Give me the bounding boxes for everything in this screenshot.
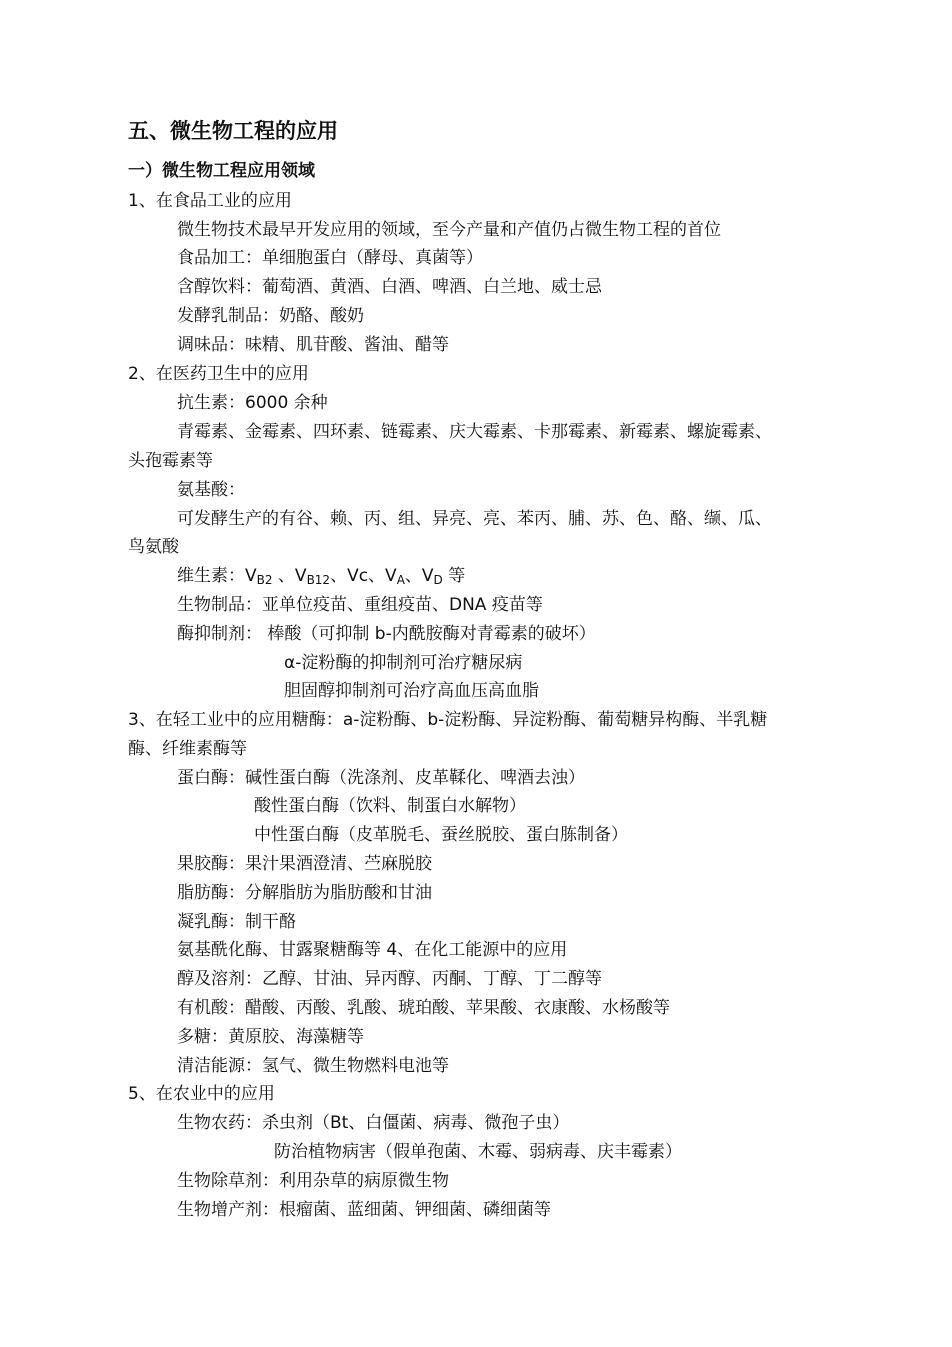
text-line: 抗生素：6000 余种 (177, 393, 328, 413)
text-line: 醇及溶剂：乙醇、甘油、异丙醇、丙酮、丁醇、丁二醇等 (177, 969, 602, 989)
text-line: 酸性蛋白酶（饮料、制蛋白水解物） (254, 796, 526, 816)
text-line: 酶抑制剂： 棒酸（可抑制 b-内酰胺酶对青霉素的破坏） (177, 624, 596, 644)
text-line: 多糖：黄原胶、海藻糖等 (177, 1027, 364, 1047)
text-line: 食品加工：单细胞蛋白（酵母、真菌等） (177, 248, 483, 268)
text-line: 调味品：味精、肌苷酸、酱油、醋等 (177, 335, 449, 355)
text-line: 有机酸：醋酸、丙酸、乳酸、琥珀酸、苹果酸、衣康酸、水杨酸等 (177, 998, 670, 1018)
text-line: 凝乳酶：制干酪 (177, 912, 296, 932)
text-line: 中性蛋白酶（皮革脱毛、蚕丝脱胶、蛋白胨制备） (254, 825, 628, 845)
text-line: 2、在医药卫生中的应用 (128, 364, 309, 384)
text-line: 含醇饮料：葡萄酒、黄酒、白酒、啤酒、白兰地、威士忌 (177, 277, 602, 297)
text-line: 头孢霉素等 (128, 451, 213, 471)
text-line: 清洁能源：氢气、微生物燃料电池等 (177, 1056, 449, 1076)
text-line: 微生物技术最早开发应用的领域，至今产量和产值仍占微生物工程的首位 (177, 220, 721, 240)
text-line: 氨基酰化酶、甘露聚糖酶等 4、在化工能源中的应用 (177, 940, 568, 960)
text-line: 可发酵生产的有谷、赖、丙、组、异亮、亮、苯丙、脯、苏、色、酪、缬、瓜、 (177, 509, 772, 529)
text-line: 1、在食品工业的应用 (128, 191, 292, 211)
text-line: 3、在轻工业中的应用糖酶：a-淀粉酶、b-淀粉酶、异淀粉酶、葡萄糖异构酶、半乳糖 (128, 710, 768, 730)
section-heading: 一）微生物工程应用领域 (128, 161, 315, 181)
text-line: 氨基酸： (177, 480, 245, 500)
text-line: 生物增产剂：根瘤菌、蓝细菌、钾细菌、磷细菌等 (177, 1200, 551, 1220)
page-title: 五、微生物工程的应用 (128, 119, 338, 143)
text-line: 酶、纤维素酶等 (128, 739, 247, 759)
text-line: 生物除草剂：利用杂草的病原微生物 (177, 1171, 449, 1191)
text-line: 胆固醇抑制剂可治疗高血压高血脂 (284, 681, 539, 701)
text-line: 5、在农业中的应用 (128, 1084, 275, 1104)
text-line: 鸟氨酸 (128, 537, 179, 557)
text-line: 果胶酶：果汁果酒澄清、苎麻脱胶 (177, 854, 432, 874)
text-line: 蛋白酶：碱性蛋白酶（洗涤剂、皮革鞣化、啤酒去浊） (177, 768, 585, 788)
text-line: 脂肪酶：分解脂肪为脂肪酸和甘油 (177, 883, 432, 903)
text-line: 生物制品：亚单位疫苗、重组疫苗、DNA 疫苗等 (177, 595, 543, 615)
text-line: 防治植物病害（假单孢菌、木霉、弱病毒、庆丰霉素） (274, 1142, 682, 1162)
text-line: 发酵乳制品：奶酪、酸奶 (177, 306, 364, 326)
text-line: 青霉素、金霉素、四环素、链霉素、庆大霉素、卡那霉素、新霉素、螺旋霉素、 (177, 422, 772, 442)
text-line: 生物农药：杀虫剂（Bt、白僵菌、病毒、微孢子虫） (177, 1113, 570, 1133)
text-line: α-淀粉酶的抑制剂可治疗糖尿病 (284, 653, 523, 673)
vitamin-line: 维生素：$V_{B2}$ 、$V_{B12}$、Vc、$V_A$、$V_D$ 等 (177, 566, 466, 587)
